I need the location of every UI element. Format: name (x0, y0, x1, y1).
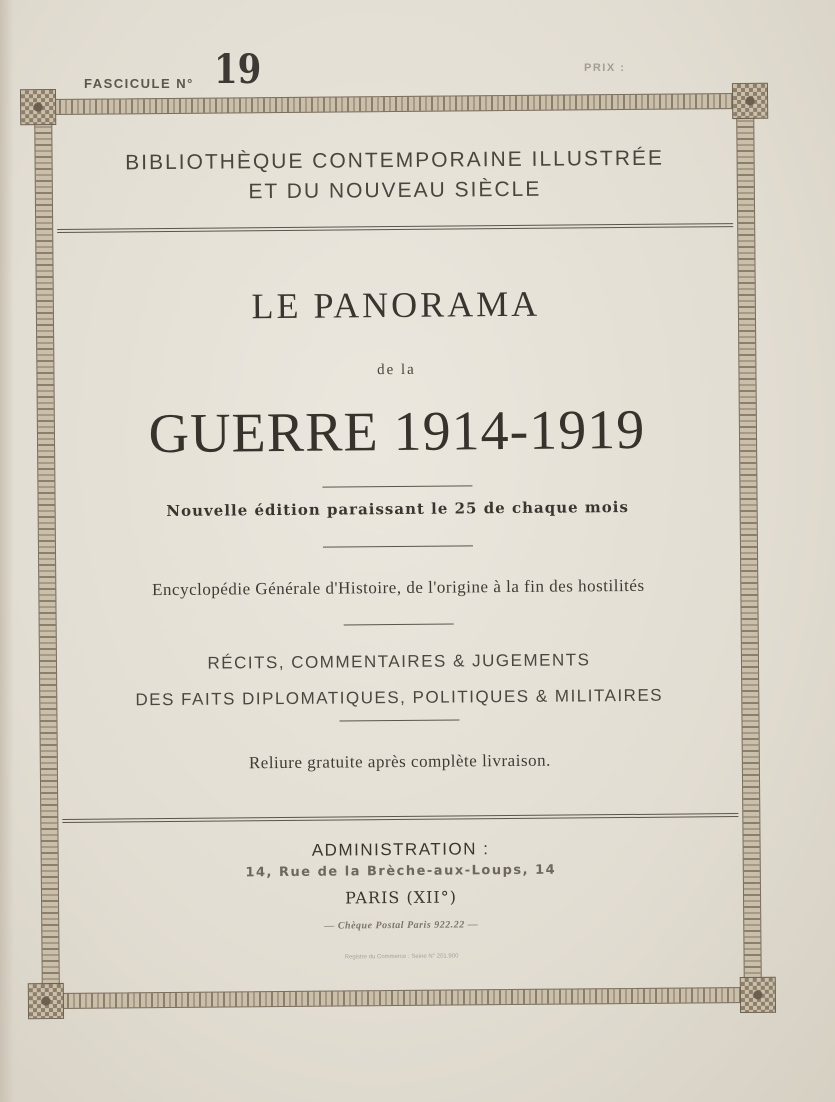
divider (344, 624, 454, 626)
recits-block (61, 641, 738, 719)
frame-content (56, 113, 740, 989)
corner-ornament-icon (20, 89, 56, 125)
cheque-postal: — Chèque Postal Paris 922.22 — (324, 919, 479, 932)
series-line-1: BIBLIOTHÈQUE CONTEMPORAINE ILLUSTRÉE (125, 146, 665, 175)
double-rule-bottom (62, 813, 738, 823)
fascicule-number: 19 (214, 46, 262, 93)
double-rule-top (57, 223, 733, 233)
administration-label: ADMINISTRATION : (311, 839, 490, 860)
recits-line-2: DES FAITS DIPLOMATIQUES, POLITIQUES & MILITAIRES (135, 685, 664, 710)
corner-ornament-icon (28, 983, 64, 1019)
page-edge-shadow (0, 0, 14, 1102)
edition-note: Nouvelle édition paraissant le 25 de chaque mois (166, 497, 629, 521)
administration-address: 14, Rue de la Brèche-aux-Loups, 14 (245, 862, 557, 881)
frame-border-right (736, 93, 762, 1005)
series-line-2: ET DU NOUVEAU SIÈCLE (248, 177, 542, 204)
subtitle: Encyclopédie Générale d'Histoire, de l'origine à la fin des hostilités (152, 575, 645, 600)
registre-commerce: Registre du Commerce : Seine N° 201.900 (344, 953, 459, 961)
ornamental-frame (34, 93, 762, 1009)
series-title (56, 143, 732, 209)
title-connector: de la (376, 361, 416, 379)
administration-city: PARIS (XII°) (345, 887, 457, 908)
prix-label: PRIX : (584, 62, 626, 74)
title-line-1: LE PANORAMA (251, 283, 541, 327)
frame-border-bottom (42, 987, 764, 1009)
frame-border-left (34, 99, 60, 1011)
divider (322, 485, 472, 487)
corner-ornament-icon (732, 83, 768, 119)
recits-line-1: RÉCITS, COMMENTAIRES & JUGEMENTS (207, 650, 591, 673)
divider (323, 545, 473, 547)
corner-ornament-icon (740, 977, 776, 1013)
title-line-2: GUERRE 1914-1919 (148, 398, 646, 466)
reliure-note: Reliure gratuite après complète livraison. (248, 750, 551, 773)
fascicule-label: FASCICULE N° (84, 76, 194, 91)
divider (339, 719, 459, 721)
